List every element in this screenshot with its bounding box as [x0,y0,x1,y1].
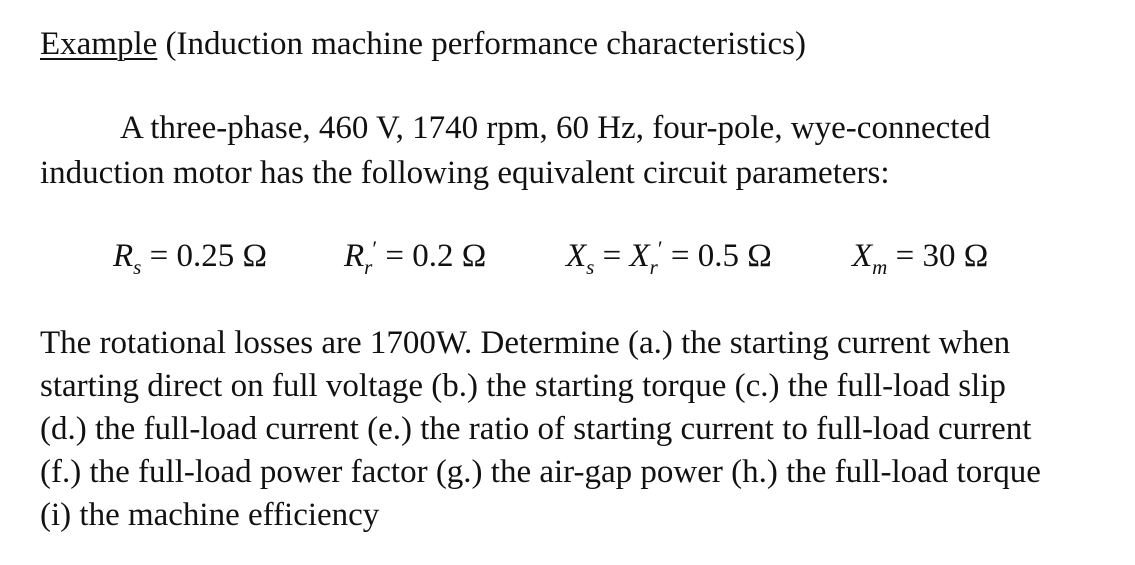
intro-line-2: induction motor has the following equivalent circuit parameters: [40,155,890,191]
problem-statement [40,322,1110,537]
example-heading [40,24,806,64]
problem-line: (d.) the full-load current (e.) the ratio of starting current to full-load current [40,411,1032,447]
example-label: Example [40,26,158,62]
param-magnetizing-reactance: $X_m = 30$ Ω [852,238,989,279]
intro-line-1: A three-phase, 460 V, 1740 rpm, 60 Hz, four-pole, wye-connected [120,110,991,146]
problem-line: starting direct on full voltage (b.) the starting torque (c.) the full-load slip [40,368,1006,404]
problem-line: (f.) the full-load power factor (g.) the air-gap power (h.) the full-load torque [40,454,1041,490]
param-stator-resistance: $R_s = 0.25$ Ω [113,238,267,279]
example-title: (Induction machine performance characteristics) [157,26,806,62]
problem-line: The rotational losses are 1700W. Determine (a.) the starting current when [40,325,1011,361]
param-rotor-resistance: $R_r' = 0.2$ Ω [344,236,487,279]
problem-line: (i) the machine efficiency [40,497,380,533]
param-leakage-reactance: $X_s = X_r' = 0.5$ Ω [566,236,772,279]
circuit-parameters [0,236,1135,280]
